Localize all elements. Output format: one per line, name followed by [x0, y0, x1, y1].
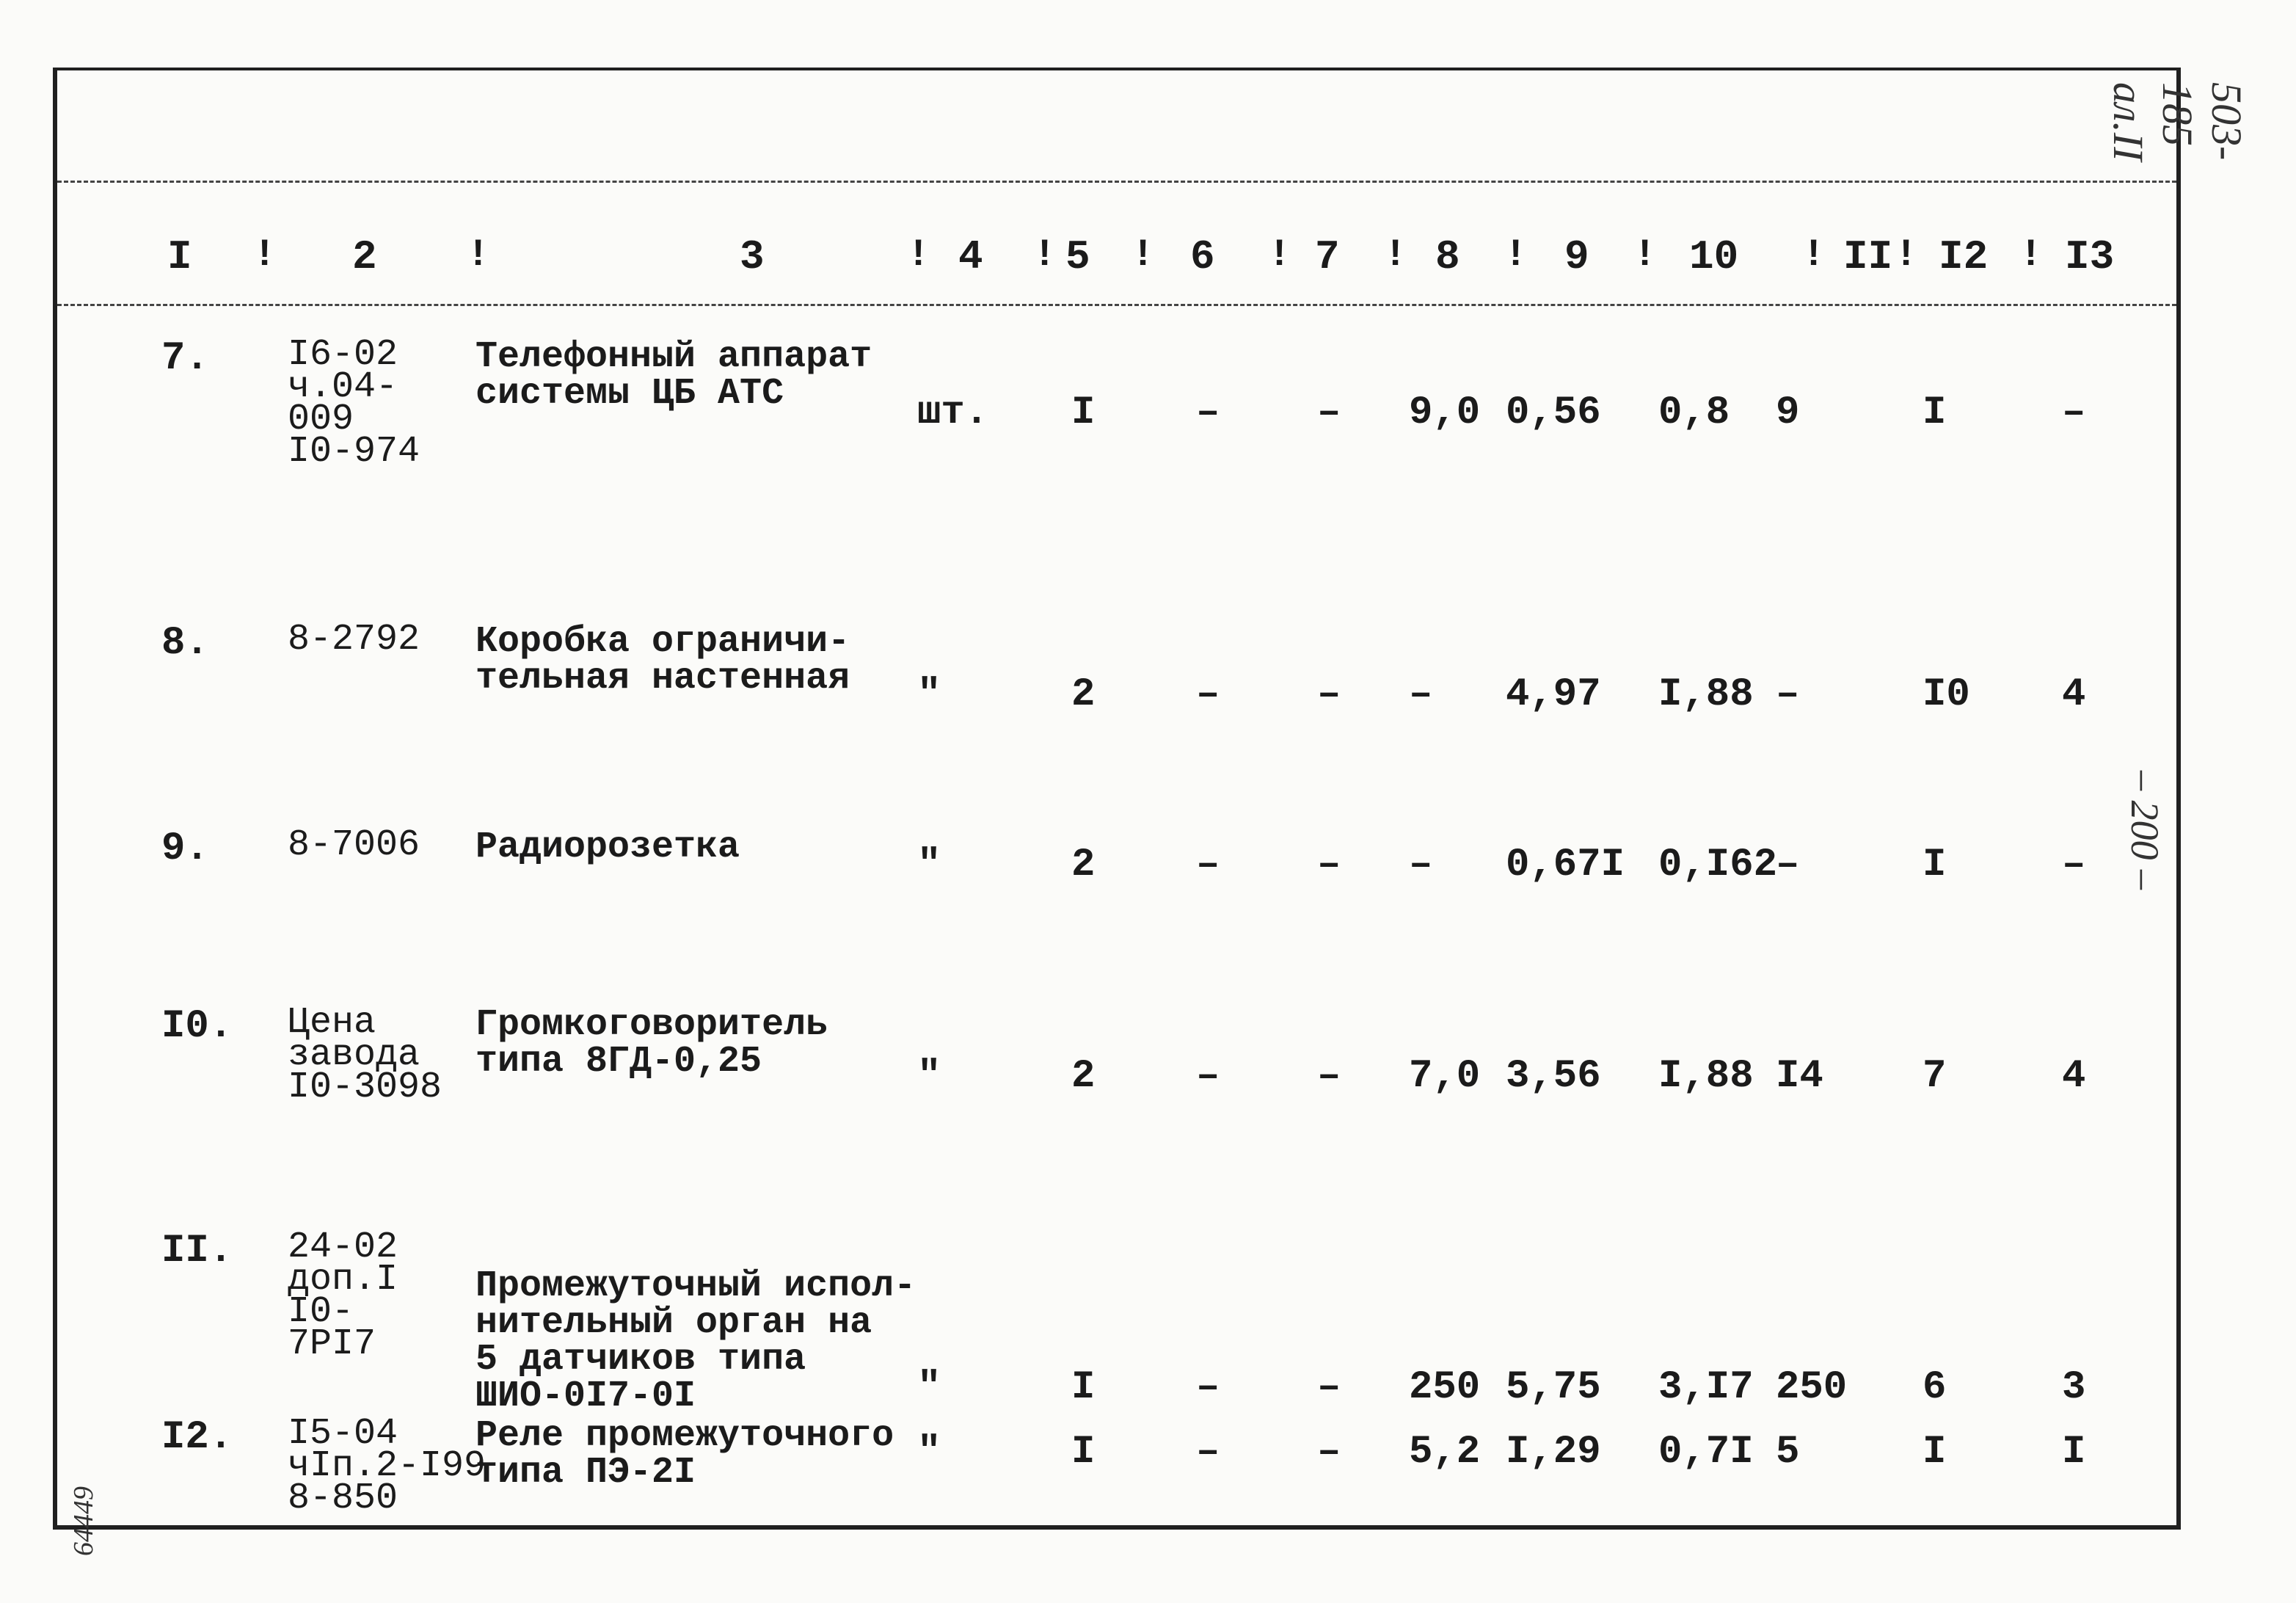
row-code-line: Цена: [288, 1002, 376, 1044]
row-c13: –: [2062, 390, 2086, 435]
header-col-11: II: [1843, 233, 1893, 280]
row-c5: 2: [1071, 672, 1096, 717]
header-col-2: 2: [352, 233, 377, 280]
row-c9: 4,97: [1506, 672, 1601, 717]
row-c12: I: [1923, 843, 1947, 887]
row-name: [475, 1415, 894, 1494]
row-c8: 250: [1409, 1365, 1481, 1410]
header-separator: !: [1633, 233, 1657, 277]
row-c11: I4: [1776, 1054, 1823, 1099]
row-c9: 0,56: [1506, 390, 1601, 435]
row-name-line: Радиорозетка: [475, 826, 740, 868]
header-col-13: I3: [2065, 233, 2115, 280]
row-code: [288, 1226, 398, 1365]
row-name-line: ШИО-0I7-0I: [475, 1375, 696, 1417]
row-code: [288, 824, 420, 866]
row-number: I2.: [161, 1415, 233, 1460]
header-separator: !: [1033, 233, 1057, 277]
row-c9: 5,75: [1506, 1365, 1601, 1410]
row-c8: 9,0: [1409, 390, 1481, 435]
row-c7: –: [1317, 1054, 1341, 1099]
row-code-line: I0-: [288, 1291, 354, 1333]
row-c7: –: [1317, 843, 1341, 887]
row-c13: I: [2062, 1430, 2086, 1475]
row-code-line: I6-02: [288, 334, 398, 376]
row-name-line: Промежуточный испол-: [475, 1265, 916, 1307]
row-c13: 3: [2062, 1365, 2086, 1410]
row-code-line: 009: [288, 399, 354, 440]
row-c5: I: [1071, 390, 1096, 435]
row-number: I0.: [161, 1004, 233, 1049]
row-code: [288, 1413, 486, 1519]
row-name: [475, 826, 740, 868]
side-page-number: – 200 –: [2123, 771, 2167, 890]
header-col-5: 5: [1065, 233, 1090, 280]
row-c12: 6: [1923, 1365, 1947, 1410]
row-c9: I,29: [1506, 1430, 1601, 1475]
row-c11: 9: [1776, 390, 1800, 435]
row-c10: 0,7I: [1658, 1430, 1754, 1475]
row-c10: 3,I7: [1658, 1365, 1754, 1410]
row-c6: –: [1196, 1054, 1220, 1099]
row-c8: –: [1409, 672, 1433, 717]
row-c7: –: [1317, 390, 1341, 435]
row-name: [475, 1004, 828, 1083]
row-code-line: I0-3098: [288, 1066, 442, 1108]
row-unit: ": [917, 1430, 941, 1475]
row-c12: 7: [1923, 1054, 1947, 1099]
row-name-line: Коробка ограничи-: [475, 621, 850, 663]
row-code: [288, 1002, 442, 1108]
row-c9: 3,56: [1506, 1054, 1601, 1099]
row-c11: 5: [1776, 1430, 1800, 1475]
header-separator: !: [467, 233, 490, 277]
row-unit: ": [917, 672, 941, 717]
row-name-line: системы ЦБ АТС: [475, 373, 784, 415]
header-separator: !: [907, 233, 930, 277]
row-c12: I: [1923, 1430, 1947, 1475]
row-name-line: Телефонный аппарат: [475, 336, 872, 378]
row-unit: ": [917, 1365, 941, 1410]
row-c7: –: [1317, 1430, 1341, 1475]
row-c9: 0,67I: [1506, 843, 1625, 887]
row-number: 8.: [161, 621, 209, 666]
header-col-9: 9: [1564, 233, 1589, 280]
row-c5: 2: [1071, 1054, 1096, 1099]
row-code-line: I0-974: [288, 431, 420, 473]
header-col-6: 6: [1190, 233, 1215, 280]
row-c10: 0,8: [1658, 390, 1730, 435]
row-code-line: 7PI7: [288, 1323, 376, 1365]
row-c8: 5,2: [1409, 1430, 1481, 1475]
row-code-line: 8-7006: [288, 824, 420, 866]
row-name-line: Громкоговоритель: [475, 1004, 828, 1046]
row-code-line: завода: [288, 1034, 420, 1076]
row-c11: –: [1776, 843, 1800, 887]
header-separator: !: [2019, 233, 2043, 277]
row-code-line: чIп.2-I99: [288, 1445, 486, 1487]
row-c11: 250: [1776, 1365, 1848, 1410]
row-name: [475, 621, 850, 699]
row-c6: –: [1196, 672, 1220, 717]
header-col-8: 8: [1435, 233, 1460, 280]
row-c6: –: [1196, 1365, 1220, 1410]
row-c8: –: [1409, 843, 1433, 887]
row-c13: 4: [2062, 1054, 2086, 1099]
row-c12: I0: [1923, 672, 1970, 717]
row-name-line: 5 датчиков типа: [475, 1339, 806, 1381]
row-code: [288, 334, 420, 473]
row-c13: –: [2062, 843, 2086, 887]
rule-header-bottom: [57, 304, 2176, 306]
header-col-1: I: [167, 233, 192, 280]
header-separator: !: [1802, 233, 1826, 277]
header-col-10: 10: [1689, 233, 1739, 280]
rule-top: [57, 181, 2176, 183]
row-c7: –: [1317, 1365, 1341, 1410]
row-name-line: Реле промежуточного: [475, 1415, 894, 1457]
row-c13: 4: [2062, 672, 2086, 717]
row-c7: –: [1317, 672, 1341, 717]
header-separator: !: [1384, 233, 1407, 277]
header-separator: !: [1504, 233, 1528, 277]
row-c6: –: [1196, 390, 1220, 435]
row-c6: –: [1196, 1430, 1220, 1475]
row-unit: ": [917, 1054, 941, 1099]
row-code: [288, 619, 420, 661]
row-number: 9.: [161, 826, 209, 871]
row-c11: –: [1776, 672, 1800, 717]
row-c12: I: [1923, 390, 1947, 435]
header-col-3: 3: [740, 233, 765, 280]
row-c10: I,88: [1658, 1054, 1754, 1099]
row-name-line: типа ПЭ-2I: [475, 1452, 696, 1494]
row-name-line: типа 8ГД-0,25: [475, 1041, 762, 1083]
row-code-line: 8-2792: [288, 619, 420, 661]
row-number: II.: [161, 1229, 233, 1273]
header-col-7: 7: [1315, 233, 1340, 280]
header-col-12: I2: [1939, 233, 1989, 280]
row-name-line: тельная настенная: [475, 658, 850, 699]
header-col-4: 4: [958, 233, 983, 280]
row-code-line: доп.I: [288, 1259, 398, 1301]
corner-note: 64449: [68, 1486, 99, 1556]
row-number: 7.: [161, 336, 209, 381]
header-separator: !: [253, 233, 277, 277]
row-c5: 2: [1071, 843, 1096, 887]
row-c10: 0,I62: [1658, 843, 1778, 887]
side-note-top: 503-185 ал.II: [2104, 82, 2251, 161]
row-c10: I,88: [1658, 672, 1754, 717]
row-code-line: ч.04-: [288, 366, 398, 408]
row-unit: шт.: [917, 390, 989, 435]
header-separator: !: [1268, 233, 1291, 277]
row-name-line: нительный орган на: [475, 1302, 872, 1344]
row-code-line: 24-02: [288, 1226, 398, 1268]
row-name: [475, 336, 872, 415]
row-c8: 7,0: [1409, 1054, 1481, 1099]
row-code-line: I5-04: [288, 1413, 398, 1455]
header-separator: !: [1131, 233, 1155, 277]
row-c6: –: [1196, 843, 1220, 887]
row-code-line: 8-850: [288, 1477, 398, 1519]
row-unit: ": [917, 843, 941, 887]
row-name: [475, 1265, 916, 1417]
row-c5: I: [1071, 1365, 1096, 1410]
row-c5: I: [1071, 1430, 1096, 1475]
header-separator: !: [1895, 233, 1918, 277]
